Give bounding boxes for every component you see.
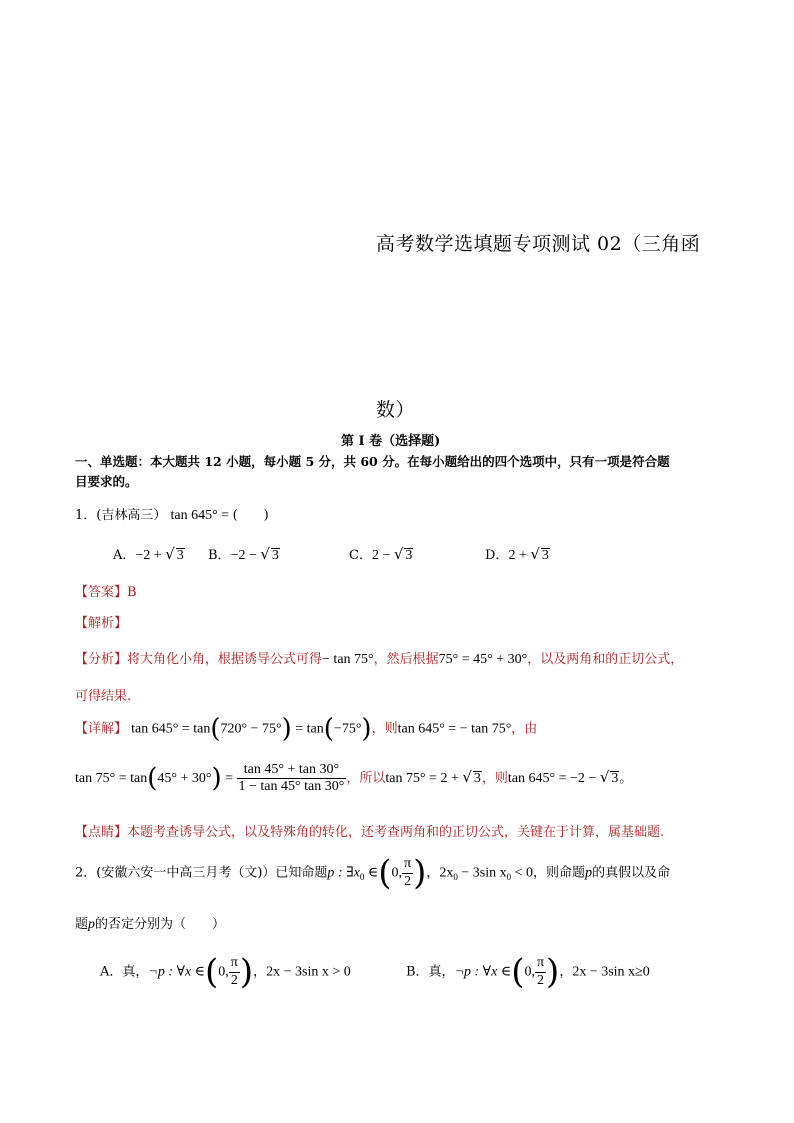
fenxi-math-1: − tan 75° — [322, 652, 374, 667]
q2-option-a-pi: π — [229, 955, 240, 972]
xiangjie2-eq: = — [221, 771, 237, 787]
xiangjie-text-1: ，则 — [371, 721, 398, 737]
xiangjie-line1: 【详解】 tan 645° = tan(720° − 75°) = tan(−75°)，则tan 645° = − tan 75°，由 — [75, 714, 538, 744]
instructions-line2: 目要求的。 — [75, 474, 138, 489]
xiangjie2-paren: 45° + 30° — [157, 771, 212, 787]
option-c[interactable]: C．2 − √ 3 — [349, 545, 413, 563]
xiangjie2-math-3: tan 645° = −2 − — [507, 771, 600, 787]
q2-option-a-fraction — [229, 955, 240, 988]
option-d-radicand: 3 — [541, 548, 549, 563]
q2-option-a-comma: ， — [253, 964, 267, 980]
q2-option-b-fraction — [535, 955, 546, 988]
xiangjie2-end: 。 — [619, 771, 633, 787]
q2-option-b-label: B．真， — [406, 964, 455, 980]
q2-option-a-math-1: ¬p : ∀x ∈ — [148, 964, 206, 980]
question-2-p: p — [585, 865, 593, 881]
question-2-line2-text-1: 题 — [75, 917, 89, 932]
option-a[interactable]: A．−2 + √ 3 — [113, 545, 184, 563]
option-d[interactable]: D．2 + √ 3 — [485, 545, 549, 563]
fenxi-tag: 【分析】 — [75, 652, 128, 667]
option-a-label: A． — [113, 548, 136, 563]
question-2-text-2: ，则命题 — [533, 865, 586, 881]
xiangjie-tag: 【详解】 — [75, 721, 128, 737]
instructions-line1: 一、单选题：本大题共 12 小题，每小题 5 分，共 60 分。在每小题给出的四个选项中，只有一项是符合题 — [75, 454, 670, 469]
option-a-math: −2 + — [135, 548, 166, 563]
page-title-line2: 数） — [376, 399, 416, 421]
q2-option-b-comma: ， — [559, 964, 573, 980]
dianjing-tag: 【点睛】 — [75, 825, 128, 840]
fenxi-line2: 可得结果. — [75, 689, 132, 704]
question-2-line2-p: p — [88, 917, 96, 932]
question-2-pi-fraction — [402, 856, 413, 889]
fenxi-line1 — [75, 648, 683, 668]
question-1-number: 1．(吉林高三） — [75, 508, 167, 523]
xiangjie2-math-1: tan 75° = tan — [75, 771, 148, 787]
fenxi-text-3: ，以及两角和的正切公式， — [527, 652, 684, 667]
question-2-comma: ， — [426, 865, 440, 881]
option-c-math: 2 − — [371, 548, 394, 563]
question-2-interval-left: 0, — [391, 865, 403, 881]
q2-option-a-math-2: 2x − 3sin x > 0 — [266, 964, 351, 980]
q2-option-b[interactable]: B．真，¬p : ∀x ∈(0, $\frac{\pi}{2}$ )，2x − 3sin x≥0 — [406, 952, 650, 992]
q2-option-b-math-2: 2x − 3sin x≥0 — [572, 964, 650, 980]
fraction-denominator: 1 − tan 45° tan 30° — [238, 779, 345, 795]
question-2-math-2: 2x — [439, 865, 454, 881]
q2-option-b-interval: 0, — [524, 964, 535, 980]
section-heading: 第 I 卷（选择题) — [341, 434, 441, 449]
option-b-label: B． — [208, 548, 231, 563]
option-d-label: D． — [485, 548, 509, 563]
xiangjie-math-1: tan 645° = tan — [131, 721, 211, 737]
pi-numerator: π — [402, 856, 413, 873]
option-b-math: −2 − — [230, 548, 261, 563]
xiangjie-line2: tan 75° = tan(45° + 30°) = $\frac{\tan 45^\circ + \tan 30^\circ}{1 - \tan 45^\circ \tan 30^\circ}$ ，所以tan 75° = 2 + √ 3，则tan 645° = −2 − √ 3。 — [75, 762, 633, 795]
xiangjie2-math-2: tan 75° = 2 + — [385, 771, 463, 787]
q2-option-a-interval: 0, — [218, 964, 229, 980]
question-2-stem-line1: 2．(安徽六安一中高三月考（文)）已知命题p : $\exists x_0$ ∈(0, $\frac{\pi}{2}$ )，$2x_0 - 3\sin$ $x_0 < 0$，则命题p的真假以及命 — [75, 853, 671, 893]
xiangjie2-radicand-2: 3 — [611, 771, 619, 787]
question-2-math-1: p : ∃x — [327, 865, 360, 881]
q2-option-b-math-1: ¬p : ∀x ∈ — [454, 964, 512, 980]
fraction-numerator: tan 45° + tan 30° — [237, 762, 347, 779]
option-c-label: C． — [349, 548, 372, 563]
xiangjie2-radicand-1: 3 — [473, 771, 481, 787]
question-2-text-3: 的真假以及命 — [592, 865, 671, 881]
question-2-sub: 0 — [359, 872, 365, 883]
answer-line — [75, 581, 137, 600]
xiangjie-math-2: = tan — [291, 721, 324, 737]
q2-option-b-pi: π — [535, 955, 546, 972]
option-b[interactable]: B．−2 − √ 3 — [208, 545, 279, 563]
xiangjie-paren-1: 720° − 75° — [220, 721, 282, 737]
question-2-in: ∈ — [364, 865, 379, 881]
page-title-line1: 高考数学选填题专项测试 02（三角函 — [376, 233, 701, 255]
answer-tag: 【答案】 — [75, 585, 128, 600]
fenxi-math-2: 75° = 45° + 30° — [438, 652, 528, 667]
option-b-radicand: 3 — [271, 548, 279, 563]
question-1-stem — [75, 504, 269, 524]
option-d-math: 2 + — [508, 548, 531, 563]
analysis-tag: 【解析】 — [75, 616, 128, 631]
q2-option-a-label: A．真， — [100, 964, 149, 980]
question-2-stem-line2 — [75, 913, 225, 933]
option-c-radicand: 3 — [405, 548, 413, 563]
fenxi-text-2: ，然后根据 — [373, 652, 439, 667]
option-a-radicand: 3 — [176, 548, 184, 563]
pi-denominator: 2 — [404, 873, 412, 889]
question-2-line2-text-2: 的否定分别为（ ） — [95, 917, 226, 932]
xiangjie2-text-1: ，所以 — [346, 771, 386, 787]
xiangjie2-text-2: ，则 — [481, 771, 508, 787]
question-2-sub-3: 0 — [506, 872, 512, 883]
question-2-number: 2．(安徽六安一中高三月考（文)）已知命题 — [75, 865, 328, 881]
q2-option-b-two: 2 — [537, 972, 544, 988]
question-2-math-4: < 0 — [511, 865, 534, 881]
dianjing-line — [75, 821, 664, 840]
fenxi-text-1: 将大角化小角，根据诱导公式可得 — [127, 652, 323, 667]
q2-option-a[interactable]: A．真，¬p : ∀x ∈(0, $\frac{\pi}{2}$ )，2x − 3sin x > 0 — [100, 952, 351, 992]
q2-option-a-two: 2 — [230, 972, 238, 988]
question-2-sub-2: 0 — [453, 872, 458, 883]
question-1-math: tan 645° = — [170, 508, 233, 523]
xiangjie-text-2: ，由 — [511, 721, 538, 737]
xiangjie-paren-2: −75° — [333, 721, 362, 737]
dianjing-text: 本题考查诱导公式，以及特殊角的转化，还考查两角和的正切公式，关键在于计算，属基础题. — [127, 825, 665, 840]
xiangjie2-fraction — [237, 762, 347, 795]
xiangjie-math-3: tan 645° = − tan 75° — [397, 721, 512, 737]
answer-value: B — [127, 585, 137, 600]
question-2-math-3: − 3sin x — [457, 865, 507, 881]
question-1-blank: ( ) — [232, 508, 269, 523]
